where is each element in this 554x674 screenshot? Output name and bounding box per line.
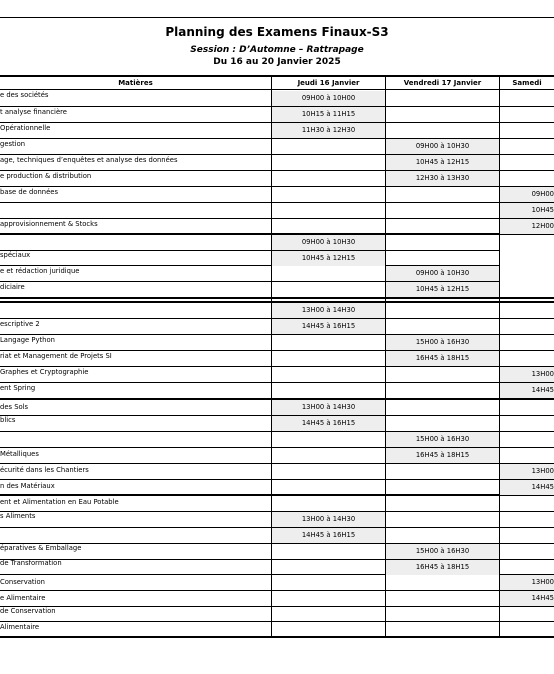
subject-label: n des Matériaux (0, 482, 55, 490)
slot-cell: 14H45 (500, 383, 554, 398)
slot-cell: 11H30 à 12H30 (272, 123, 385, 138)
table-bottom-rule (0, 636, 554, 638)
slot-cell: 13H00 à 14H30 (272, 400, 385, 415)
date-range: Du 16 au 20 Janvier 2025 (213, 57, 341, 67)
subject-label: s Aliments (0, 512, 36, 520)
subject-label: approvisionnement & Stocks (0, 220, 98, 228)
subject-label: diciaire (0, 283, 25, 291)
row-rule (0, 366, 554, 367)
subject-label: de Transformation (0, 559, 62, 567)
slot-cell: 09H00 à 10H30 (272, 235, 385, 250)
subject-label: Langage Python (0, 336, 55, 344)
row-rule (0, 621, 554, 622)
slot-cell: 10H45 à 12H15 (386, 155, 499, 170)
header-day3: Samedi (512, 79, 542, 87)
subject-label: Conservation (0, 578, 45, 586)
subject-label: écurité dans les Chantiers (0, 466, 89, 474)
row-rule (0, 463, 554, 464)
subject-label: Graphes et Cryptographie (0, 368, 89, 376)
subject-label: éparatives & Emballage (0, 544, 82, 552)
slot-cell: 14H45 à 16H15 (272, 416, 385, 431)
row-rule (0, 590, 554, 591)
slot-cell: 15H00 à 16H30 (386, 432, 499, 447)
row-rule (0, 250, 499, 251)
header-day2: Vendredi 17 Janvier (403, 79, 482, 87)
row-rule (0, 606, 554, 607)
subject-label: Opérationnelle (0, 124, 51, 132)
row-rule (0, 218, 554, 219)
subject-label: e production & distribution (0, 172, 92, 180)
slot-cell: 15H00 à 16H30 (386, 544, 499, 559)
slot-cell: 10H45 à 12H15 (272, 251, 385, 266)
subject-label: de Conservation (0, 607, 56, 615)
page-title: Planning des Examens Finaux-S3 (165, 25, 389, 39)
subject-label: riat et Management de Projets SI (0, 352, 112, 360)
subject-label: escriptive 2 (0, 320, 40, 328)
subject-label: e et rédaction juridique (0, 267, 80, 275)
subject-label: base de données (0, 188, 59, 196)
row-rule (0, 202, 554, 203)
slot-cell: 09H00 à 10H30 (386, 139, 499, 154)
subject-label: Métalliques (0, 450, 39, 458)
slot-cell: 10H45 (500, 203, 554, 218)
slot-cell: 09H00 (500, 187, 554, 202)
column-divider-3 (499, 75, 500, 638)
subject-label: t analyse financière (0, 108, 67, 116)
subject-label: Alimentaire (0, 623, 40, 631)
header-subjects: Matières (118, 79, 153, 87)
slot-cell: 14H45 (500, 480, 554, 495)
table-top-rule (0, 75, 554, 77)
section-rule (0, 494, 554, 496)
slot-cell: 09H00 à 10H30 (386, 266, 499, 281)
subject-label: spéciaux (0, 251, 31, 259)
header-bottom-rule (0, 89, 554, 90)
row-rule (0, 479, 554, 480)
slot-cell: 10H45 à 12H15 (386, 282, 499, 297)
slot-cell: 13H00 à 14H30 (272, 512, 385, 527)
subject-label: age, techniques d’enquêtes et analyse des données (0, 156, 178, 164)
slot-cell: 12H00 (500, 219, 554, 234)
slot-cell: 16H45 à 18H15 (386, 448, 499, 463)
subject-label: ent Spring (0, 384, 36, 392)
slot-cell: 09H00 à 10H00 (272, 91, 385, 106)
slot-cell: 16H45 à 18H15 (386, 351, 499, 366)
slot-cell: 14H45 (500, 591, 554, 606)
slot-cell: 10H15 à 11H15 (272, 107, 385, 122)
slot-cell: 13H00 (500, 464, 554, 479)
section-rule (0, 297, 554, 299)
session-subtitle: Session : D’Automne – Rattrapage (190, 45, 364, 55)
top-rule (0, 17, 554, 18)
subject-label: des Sols (0, 403, 29, 411)
slot-cell: 14H45 à 16H15 (272, 319, 385, 334)
column-divider-1 (271, 75, 272, 638)
subject-label: e des sociétés (0, 91, 49, 99)
slot-cell: 13H00 à 14H30 (272, 303, 385, 318)
subject-label: blics (0, 416, 16, 424)
subject-label: ent et Alimentation en Eau Potable (0, 498, 119, 506)
slot-cell: 12H30 à 13H30 (386, 171, 499, 186)
slot-cell: 15H00 à 16H30 (386, 335, 499, 350)
subject-label: e Alimentaire (0, 594, 46, 602)
slot-cell: 14H45 à 16H15 (272, 528, 385, 543)
row-rule (0, 382, 554, 383)
subject-label: gestion (0, 140, 26, 148)
header-day1: Jeudi 16 Janvier (297, 79, 360, 87)
slot-cell: 13H00 (500, 367, 554, 382)
row-rule (0, 186, 554, 187)
slot-cell: 16H45 à 18H15 (386, 560, 499, 575)
slot-cell: 13H00 (500, 575, 554, 590)
